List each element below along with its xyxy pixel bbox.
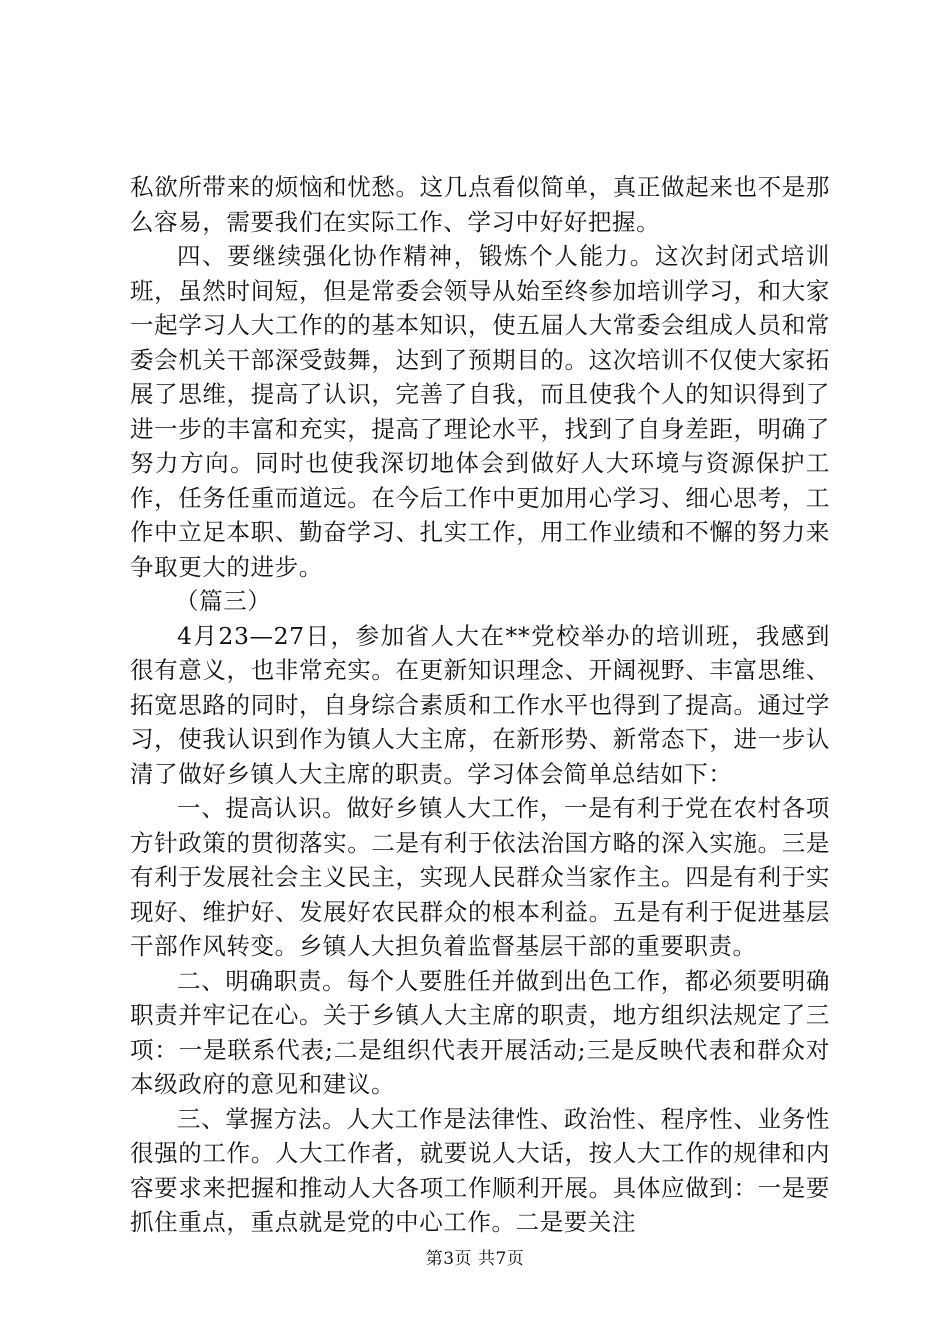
paragraph-intro: 4月23—27日，参加省人大在**党校举办的培训班，我感到很有意义，也非常充实。在更新知识理念、开阔视野、丰富思维、拓宽思路的同时，自身综合素质和工作水平也得到了提高。通过学习，使我认识到作为镇人大主席，在新形势、新常态下，进一步认清了做好乡镇人大主席的职责。学习体会简单总结如下：	[130, 621, 830, 788]
paragraph-point-three: 三、掌握方法。人大工作是法律性、政治性、程序性、业务性很强的工作。人大工作者，就要说人大话，按人大工作的规律和内容要求来把握和推动人大各项工作顺利开展。具体应做到：一是要抓住重点，重点就是党的中心工作。二是要关注	[130, 1104, 830, 1236]
paragraph-continuation: 私欲所带来的烦恼和忧愁。这几点看似简单，真正做起来也不是那么容易，需要我们在实际工作、学习中好好把握。	[130, 173, 830, 236]
paragraph-point-one: 一、提高认识。做好乡镇人大工作，一是有利于党在农村各项方针政策的贯彻落实。二是有利于依法治国方略的深入实施。三是有利于发展社会主义民主，实现人民群众当家作主。四是有利于实现好、维护好、发展好农民群众的根本利益。五是有利于促进基层干部作风转变。乡镇人大担负着监督基层干部的重要职责。	[130, 794, 830, 960]
section-heading-part-three: （篇三）	[175, 587, 272, 615]
paragraph-point-two: 二、明确职责。每个人要胜任并做到出色工作，都必须要明确职责并牢记在心。关于乡镇人大主席的职责，地方组织法规定了三项：一是联系代表;二是组织代表开展活动;三是反映代表和群众对本级政府的意见和建议。	[130, 966, 830, 1098]
page-footer: 第3页 共7页	[425, 1249, 525, 1269]
paragraph-section-four: 四、要继续强化协作精神，锻炼个人能力。这次封闭式培训班，虽然时间短，但是常委会领导从始至终参加培训学习，和大家一起学习人大工作的的基本知识，使五届人大常委会组成人员和常委会机关干部深受鼓舞，达到了预期目的。这次培训不仅使大家拓展了思维，提高了认识，完善了自我，而且使我个人的知识得到了进一步的丰富和充实，提高了理论水平，找到了自身差距，明确了努力方向。同时也使我深切地体会到做好人大环境与资源保护工作，任务任重而道远。在今后工作中更加用心学习、细心思考，工作中立足本职、勤奋学习、扎实工作，用工作业绩和不懈的努力来争取更大的进步。	[130, 242, 830, 581]
document-body	[130, 170, 830, 1240]
